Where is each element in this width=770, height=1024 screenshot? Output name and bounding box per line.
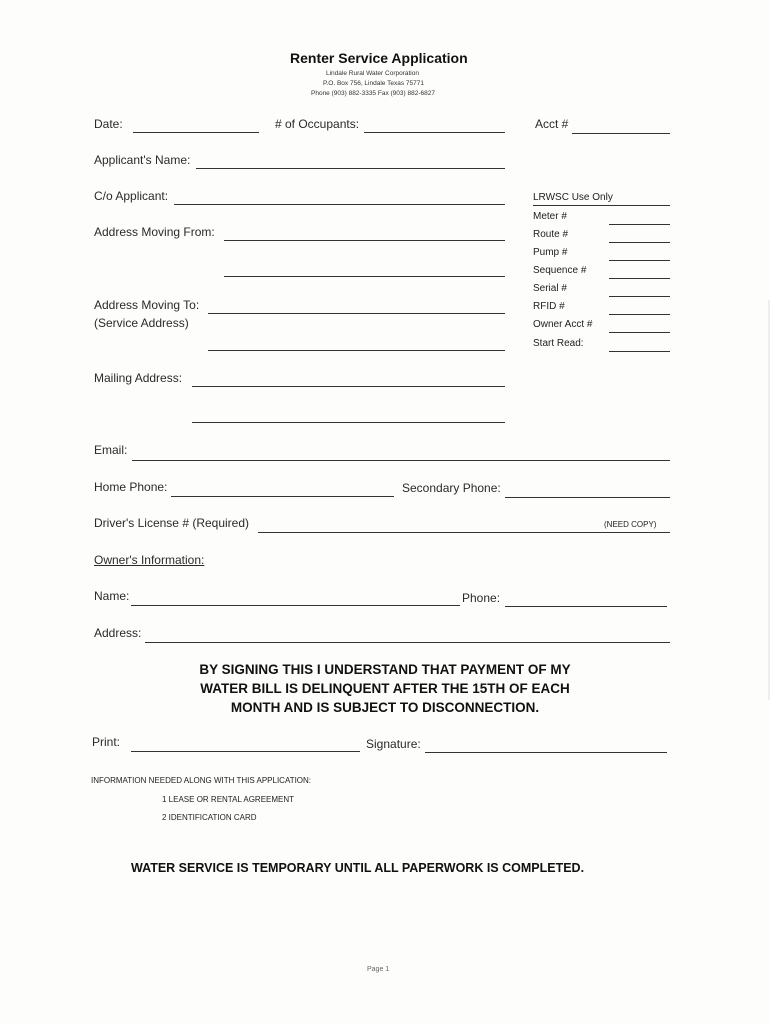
pump-field[interactable] xyxy=(609,260,670,261)
acct-label: Acct # xyxy=(535,117,569,131)
page-number: Page 1 xyxy=(367,966,390,973)
service-address-label: (Service Address) xyxy=(94,316,189,330)
signature-label: Signature: xyxy=(366,737,421,751)
moving-to-field-2[interactable] xyxy=(208,350,505,351)
owner-address-label: Address: xyxy=(94,626,142,640)
serial-label: Serial # xyxy=(533,283,567,294)
owner-phone-field[interactable] xyxy=(505,606,667,607)
license-label: Driver's License # (Required) xyxy=(94,516,250,530)
moving-from-field-2[interactable] xyxy=(224,276,505,277)
route-field[interactable] xyxy=(609,242,670,243)
owner-name-label: Name: xyxy=(94,589,130,603)
acct-field[interactable] xyxy=(572,133,670,134)
owner-name-field[interactable] xyxy=(131,605,460,606)
occupants-field[interactable] xyxy=(364,132,505,133)
pump-label: Pump # xyxy=(533,247,568,258)
office-use-title-underline xyxy=(533,205,670,206)
office-use-title: LRWSC Use Only xyxy=(533,192,613,203)
start-read-label: Start Read: xyxy=(533,338,584,349)
mailing-address-field-1[interactable] xyxy=(192,386,505,387)
owner-acct-label: Owner Acct # xyxy=(533,319,593,330)
co-applicant-label: C/o Applicant: xyxy=(94,189,169,203)
owner-address-field[interactable] xyxy=(145,642,670,643)
rfid-label: RFID # xyxy=(533,301,565,312)
requirement-item-1: 1 LEASE OR RENTAL AGREEMENT xyxy=(162,795,295,804)
meter-field[interactable] xyxy=(609,224,670,225)
owner-info-heading: Owner's Information: xyxy=(94,553,205,567)
date-label: Date: xyxy=(94,117,123,131)
org-name: Lindale Rural Water Corporation xyxy=(326,70,419,77)
applicant-name-label: Applicant's Name: xyxy=(94,153,191,167)
org-contact: Phone (903) 882-3335 Fax (903) 882-6827 xyxy=(311,90,435,97)
owner-acct-field[interactable] xyxy=(609,332,670,333)
print-field[interactable] xyxy=(131,751,360,752)
payment-notice-line-3: MONTH AND IS SUBJECT TO DISCONNECTION. xyxy=(230,700,540,715)
home-phone-field[interactable] xyxy=(171,496,394,497)
email-label: Email: xyxy=(94,443,128,457)
meter-label: Meter # xyxy=(533,211,567,222)
requirement-item-2: 2 IDENTIFICATION CARD xyxy=(162,813,257,822)
secondary-phone-label: Secondary Phone: xyxy=(402,481,501,495)
moving-to-label: Address Moving To: xyxy=(94,298,200,312)
moving-to-field-1[interactable] xyxy=(208,313,505,314)
applicant-name-field[interactable] xyxy=(196,168,505,169)
secondary-phone-field[interactable] xyxy=(505,497,670,498)
org-address: P.O. Box 756, Lindale Texas 75771 xyxy=(323,80,424,87)
license-field[interactable] xyxy=(258,532,670,533)
sequence-field[interactable] xyxy=(609,278,670,279)
route-label: Route # xyxy=(533,229,569,240)
payment-notice-line-2: WATER BILL IS DELINQUENT AFTER THE 15TH OF EACH xyxy=(200,681,570,696)
moving-from-field-1[interactable] xyxy=(224,240,505,241)
serial-field[interactable] xyxy=(609,296,670,297)
occupants-label: # of Occupants: xyxy=(275,117,360,131)
date-field[interactable] xyxy=(133,132,259,133)
need-copy-note: (NEED COPY) xyxy=(604,520,657,529)
mailing-address-field-2[interactable] xyxy=(192,422,505,423)
signature-field[interactable] xyxy=(425,752,667,753)
owner-phone-label: Phone: xyxy=(462,591,501,605)
payment-notice xyxy=(100,660,670,717)
mailing-address-label: Mailing Address: xyxy=(94,371,183,385)
print-label: Print: xyxy=(92,735,121,749)
rfid-field[interactable] xyxy=(609,314,670,315)
email-field[interactable] xyxy=(132,460,670,461)
sequence-label: Sequence # xyxy=(533,265,587,276)
start-read-field[interactable] xyxy=(609,351,670,352)
home-phone-label: Home Phone: xyxy=(94,480,168,494)
moving-from-label: Address Moving From: xyxy=(94,225,215,239)
page-title: Renter Service Application xyxy=(290,50,468,66)
temporary-service-statement: WATER SERVICE IS TEMPORARY UNTIL ALL PAPERWORK IS COMPLETED. xyxy=(131,861,585,875)
co-applicant-field[interactable] xyxy=(174,204,505,205)
payment-notice-line-1: BY SIGNING THIS I UNDERSTAND THAT PAYMENT OF MY xyxy=(199,662,571,677)
requirements-heading: INFORMATION NEEDED ALONG WITH THIS APPLICATION: xyxy=(91,776,312,785)
